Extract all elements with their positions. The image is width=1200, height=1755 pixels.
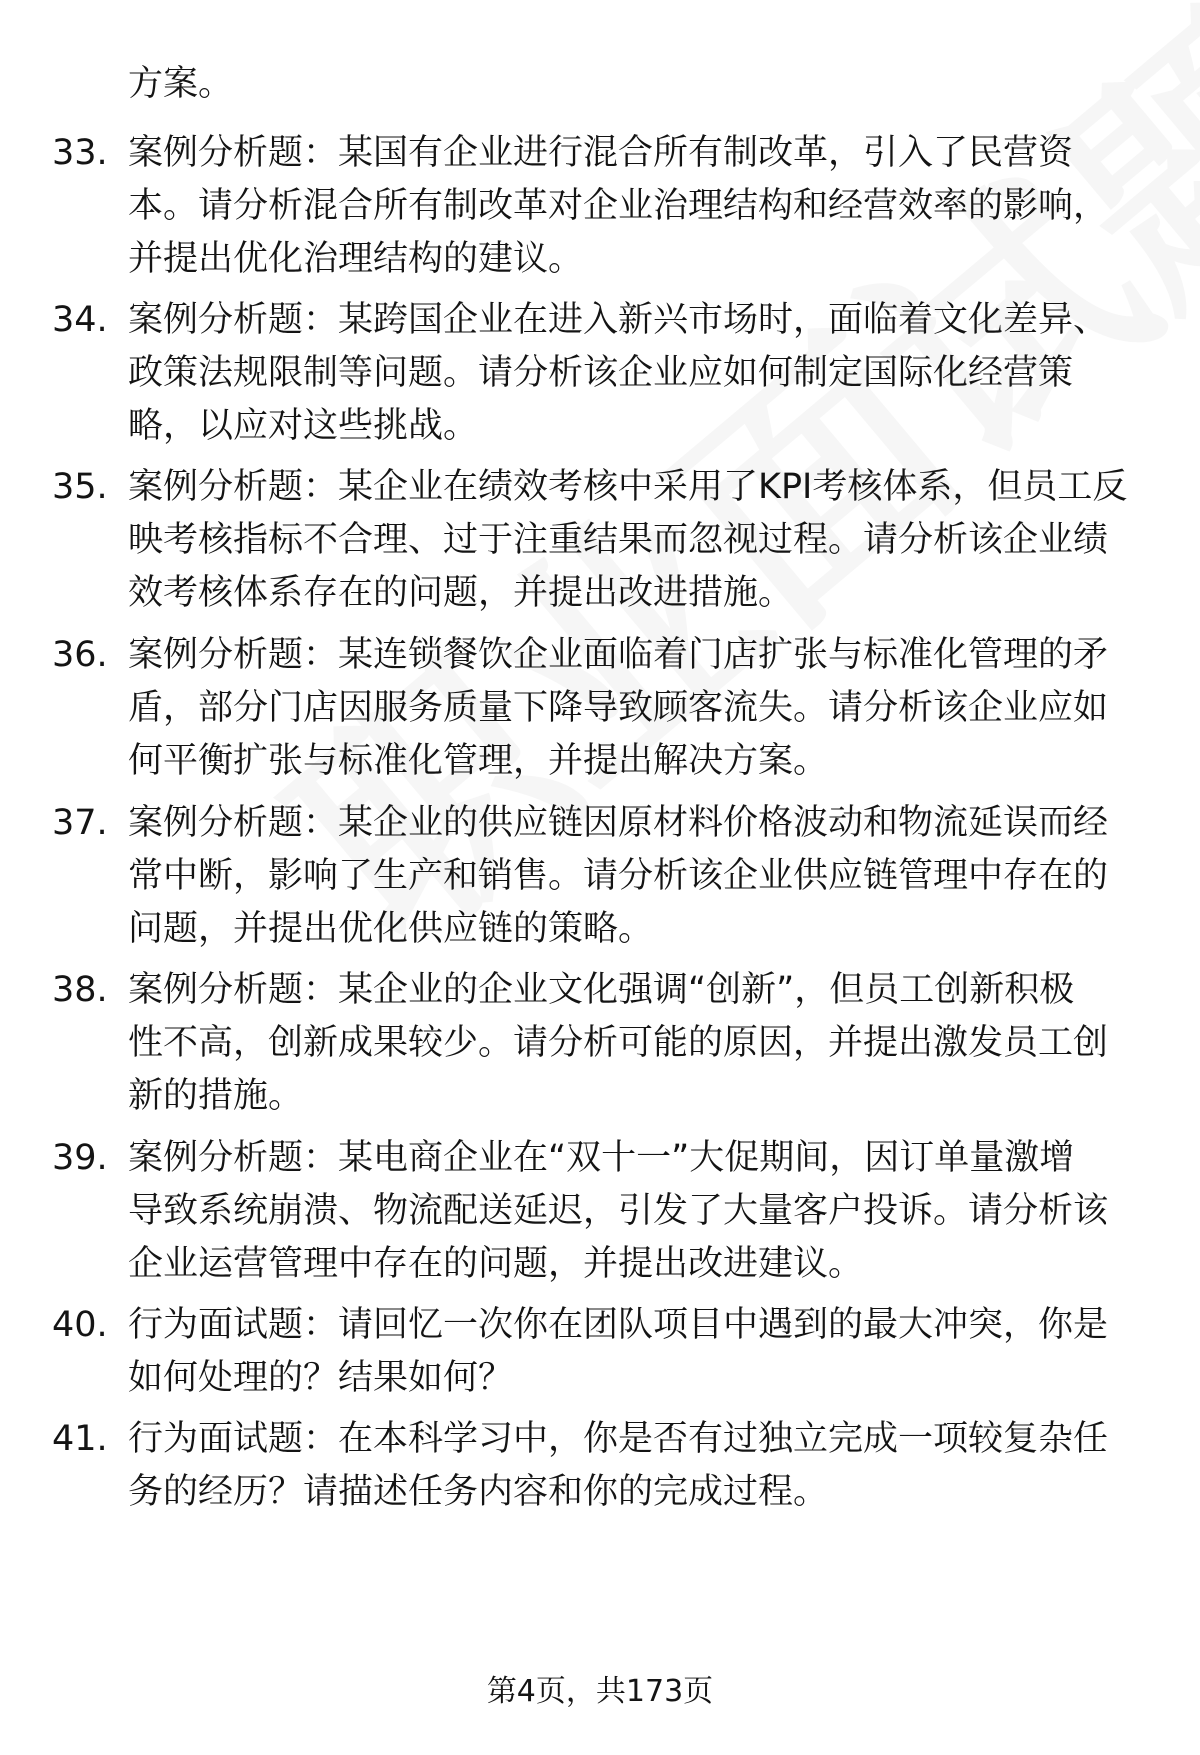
question-line: 案例分析题：某跨国企业在进入新兴市场时，面临着文化差异、: [128, 300, 1109, 340]
question-number: 33.: [52, 133, 108, 173]
question-line: 新的措施。: [128, 1076, 304, 1116]
question-38: [52, 964, 1160, 1123]
question-line: 何平衡扩张与标准化管理，并提出解决方案。: [128, 741, 829, 781]
question-37: [52, 797, 1160, 956]
question-text: [128, 964, 1158, 1123]
question-number: 41.: [52, 1419, 108, 1459]
question-line: 企业运营管理中存在的问题，并提出改进建议。: [128, 1244, 864, 1284]
question-line: 务的经历？请描述任务内容和你的完成过程。: [128, 1472, 829, 1512]
question-34: [52, 294, 1160, 453]
question-line: 并提出优化治理结构的建议。: [128, 239, 584, 279]
question-number: 37.: [52, 803, 108, 843]
question-line: 导致系统崩溃、物流配送延迟，引发了大量客户投诉。请分析该: [128, 1191, 1109, 1231]
question-39: [52, 1132, 1160, 1291]
question-line: 常中断，影响了生产和销售。请分析该企业供应链管理中存在的: [128, 856, 1109, 896]
question-number: 38.: [52, 970, 108, 1010]
question-line: 案例分析题：某企业的供应链因原材料价格波动和物流延误而经: [128, 803, 1109, 843]
question-36: [52, 629, 1160, 788]
question-line: 行为面试题：请回忆一次你在团队项目中遇到的最大冲突，你是: [128, 1305, 1109, 1345]
question-number: 34.: [52, 300, 108, 340]
question-35: [52, 461, 1160, 620]
question-line: 行为面试题：在本科学习中，你是否有过独立完成一项较复杂任: [128, 1419, 1109, 1459]
question-line: 政策法规限制等问题。请分析该企业应如何制定国际化经营策: [128, 353, 1074, 393]
question-line: 映考核指标不合理、过于注重结果而忽视过程。请分析该企业绩: [128, 520, 1109, 560]
question-line: 性不高，创新成果较少。请分析可能的原因，并提出激发员工创: [128, 1023, 1109, 1063]
question-line: 案例分析题：某企业的企业文化强调“创新”，但员工创新积极: [128, 970, 1075, 1010]
question-text: [128, 797, 1158, 956]
question-line: 略，以应对这些挑战。: [128, 406, 479, 446]
question-33: [52, 127, 1160, 286]
continued-text: 方案。: [128, 64, 234, 104]
question-number: 40.: [52, 1305, 108, 1345]
question-40: [52, 1299, 1160, 1405]
question-text: [128, 294, 1158, 453]
question-line: 案例分析题：某企业在绩效考核中采用了KPI考核体系，但员工反: [128, 467, 1128, 507]
question-line: 案例分析题：某连锁餐饮企业面临着门店扩张与标准化管理的矛: [128, 635, 1109, 675]
question-text: [128, 1132, 1158, 1291]
question-41: [52, 1413, 1160, 1519]
question-text: [128, 629, 1158, 788]
question-line: 盾，部分门店因服务质量下降导致顾客流失。请分析该企业应如: [128, 688, 1109, 728]
question-line: 案例分析题：某电商企业在“双十一”大促期间，因订单量激增: [128, 1138, 1075, 1178]
question-line: 本。请分析混合所有制改革对企业治理结构和经营效率的影响，: [128, 186, 1109, 226]
question-number: 39.: [52, 1138, 108, 1178]
question-text: [128, 1299, 1158, 1405]
question-text: [128, 461, 1158, 620]
question-text: [128, 127, 1158, 286]
question-text: [128, 1413, 1158, 1519]
question-line: 如何处理的？结果如何？: [128, 1358, 514, 1398]
question-line: 效考核体系存在的问题，并提出改进措施。: [128, 573, 794, 613]
question-number: 35.: [52, 467, 108, 507]
question-line: 案例分析题：某国有企业进行混合所有制改革，引入了民营资: [128, 133, 1074, 173]
page-footer: 第4页，共173页: [486, 1674, 714, 1709]
question-line: 问题，并提出优化供应链的策略。: [128, 909, 654, 949]
question-number: 36.: [52, 635, 108, 675]
